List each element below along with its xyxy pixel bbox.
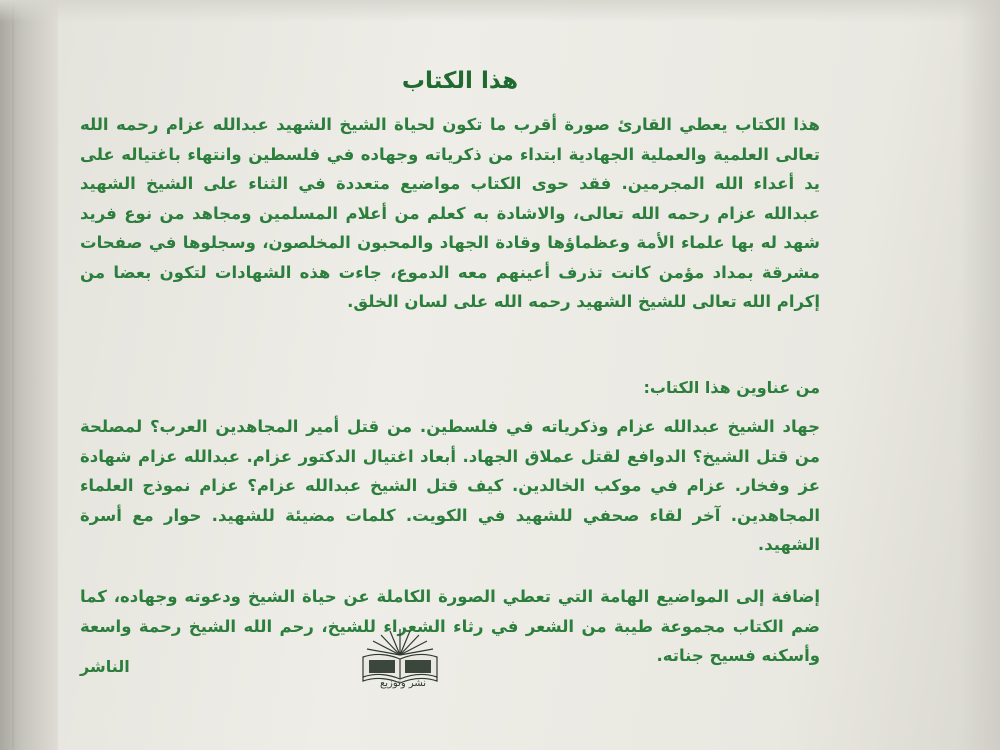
contents-subheading: من عناوين هذا الكتاب:	[643, 378, 820, 397]
page-title: هذا الكتاب	[401, 68, 519, 94]
closing-paragraph: إضافة إلى المواضيع الهامة التي تعطي الصورة الكاملة عن حياة الشيخ ودعوته وجهاده، كما ضم الكتاب مجموعة طيبة من الشعر في رثاء الشعراء للشيخ، رحم الله الشيخ رحمة واسعة وأسكنه فسيح جناته.	[80, 587, 820, 665]
book-spine-crease	[12, 0, 14, 750]
publisher-logo-caption: نشر وتوزيع	[379, 678, 427, 689]
back-cover-page	[60, 60, 860, 750]
book-spine-shadow	[0, 0, 58, 750]
contents-paragraph: جهاد الشيخ عبدالله عزام وذكرياته في فلسطين. من قتل أمير المجاهدين العرب؟ لمصلحة من قتل الشيخ؟ الدوافع لقتل عملاق الجهاد. أبعاد اغتيال الدكتور عزام. عبدالله عزام شهادة عز وفخار. عزام في موكب الخالدين. كيف قتل الشيخ عبدالله عزام؟ عزام نموذج العلماء المجاهدين. آخر لقاء صحفي للشهيد في الكويت. كلمات مضيئة للشهيد. حوار مع أسرة الشهيد.	[80, 417, 820, 554]
intro-paragraph: هذا الكتاب يعطي القارئ صورة أقرب ما تكون لحياة الشيخ الشهيد عبدالله عزام رحمه الله تعالى العلمية والعملية الجهادية ابتداء من ذكرياته وجهاده في فلسطين وانتهاء باغتياله على يد أعداء الله المجرمين. فقد حوى الكتاب مواضيع متعددة في الثناء على الشيخ الشهيد عبدالله عزام رحمه الله تعالى، والاشادة به كعلم من أعلام المسلمين ومجاهد من نوع فريد شهد له بها علماء الأمة وعظماؤها وقادة الجهاد والمحبون المخلصون، وسجلوها في صفحات مشرقة بمداد مؤمن كانت تذرف أعينهم معه الدموع، جاءت هذه الشهادات لتكون بعضا من إكرام الله تعالى للشيخ الشهيد رحمه الله على لسان الخلق.	[80, 115, 820, 311]
page-right-edge	[960, 0, 1000, 750]
publisher-signature: الناشر	[80, 657, 130, 676]
page-top-edge	[0, 0, 1000, 22]
